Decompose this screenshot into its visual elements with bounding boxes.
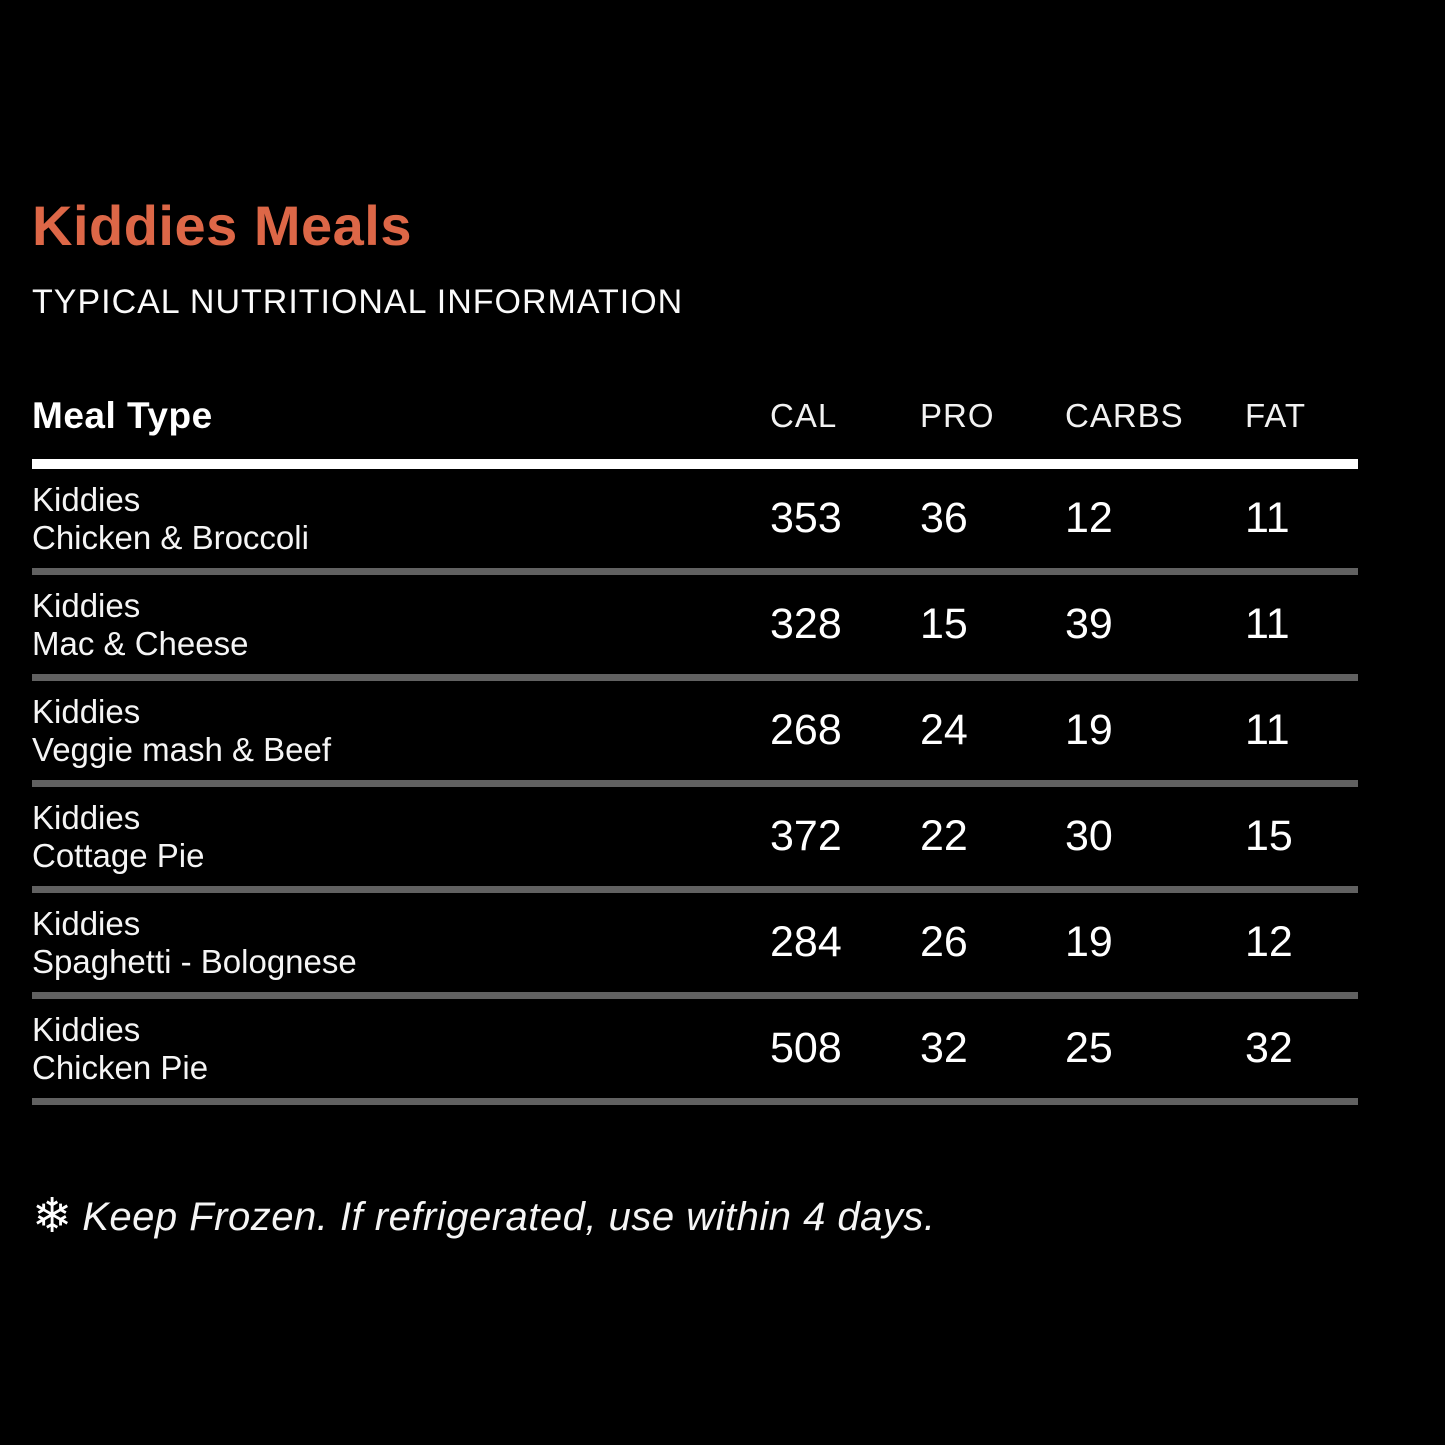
page-subtitle: TYPICAL NUTRITIONAL INFORMATION [32,283,684,321]
meal-name-line2: Mac & Cheese [32,624,249,662]
column-header-cal: CAL [770,397,838,435]
cal-value: 328 [770,600,842,649]
column-header-pro: PRO [920,397,995,435]
meal-name-line2: Chicken & Broccoli [32,518,309,556]
meal-name-line1: Kiddies [32,798,141,836]
column-header-carbs: CARBS [1065,397,1184,435]
table-row [32,469,1358,575]
table-row [32,999,1358,1105]
pro-value: 24 [920,706,968,755]
column-header-meal-type: Meal Type [32,395,213,437]
fat-value: 11 [1245,706,1290,755]
pro-value: 26 [920,918,968,967]
carbs-value: 25 [1065,1024,1113,1073]
carbs-value: 39 [1065,600,1113,649]
carbs-value: 19 [1065,918,1113,967]
storage-note-text: Keep Frozen. If refrigerated, use within 4 days. [82,1194,936,1239]
table-row [32,893,1358,999]
cal-value: 353 [770,494,842,543]
fat-value: 12 [1245,918,1293,967]
meal-name-line1: Kiddies [32,692,141,730]
meal-name [32,587,770,663]
table-row [32,575,1358,681]
pro-value: 15 [920,600,968,649]
meal-name-line2: Spaghetti - Bolognese [32,942,357,980]
fat-value: 11 [1245,600,1290,649]
storage-note [32,1190,1358,1244]
pro-value: 22 [920,812,968,861]
meal-name [32,481,770,557]
meal-name-line1: Kiddies [32,904,141,942]
meal-name [32,1011,770,1087]
cal-value: 284 [770,918,842,967]
fat-value: 15 [1245,812,1293,861]
header-divider [32,459,1358,469]
meal-name-line2: Cottage Pie [32,836,205,874]
table-header-row [32,395,1358,437]
cal-value: 508 [770,1024,842,1073]
meal-name-line2: Veggie mash & Beef [32,730,332,768]
carbs-value: 12 [1065,494,1113,543]
snowflake-icon: ❄ [32,1190,73,1244]
meal-name-line1: Kiddies [32,586,141,624]
meal-name [32,693,770,769]
column-header-fat: FAT [1245,397,1307,435]
nutrition-label [32,0,1358,1244]
fat-value: 11 [1245,494,1290,543]
carbs-value: 19 [1065,706,1113,755]
pro-value: 36 [920,494,968,543]
table-row [32,681,1358,787]
page-title: Kiddies Meals [32,194,412,257]
pro-value: 32 [920,1024,968,1073]
meal-name [32,905,770,981]
meal-name-line2: Chicken Pie [32,1048,209,1086]
meal-name-line1: Kiddies [32,1010,141,1048]
cal-value: 372 [770,812,842,861]
meal-name [32,799,770,875]
carbs-value: 30 [1065,812,1113,861]
cal-value: 268 [770,706,842,755]
meal-name-line1: Kiddies [32,480,141,518]
table-row [32,787,1358,893]
fat-value: 32 [1245,1024,1293,1073]
